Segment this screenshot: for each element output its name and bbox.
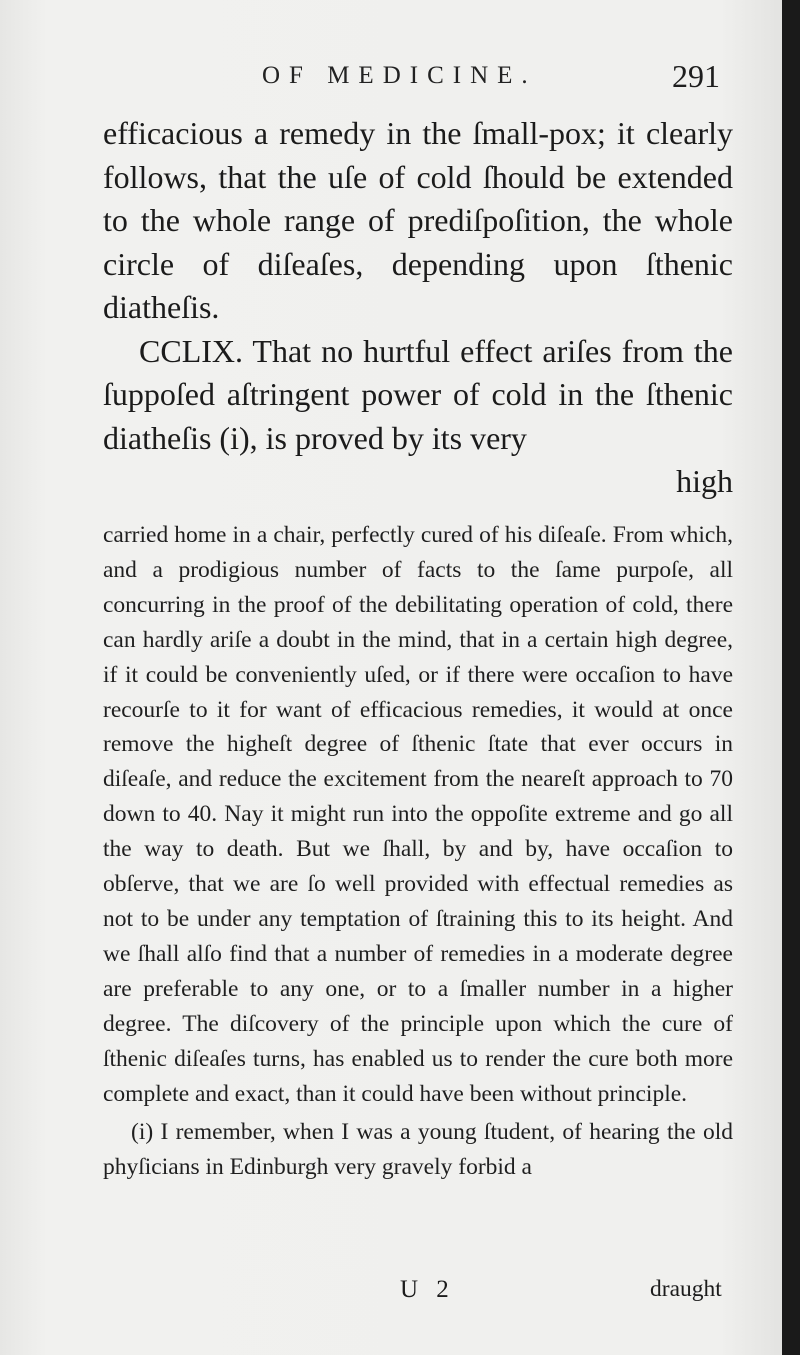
footnote-i: (i) I remember, when I was a young ſtudent, of hearing the old phyſicians in Edinburgh very gravely forbid a (103, 1119, 733, 1181)
page-footer (0, 1276, 782, 1312)
page-number: 291 (672, 58, 720, 94)
paragraph-cclix: CCLIX. That no hurtful effect ariſes from the ſuppoſed aſtringent power of cold in the ſthenic diatheſis (i), is proved by its very (103, 332, 733, 456)
footnote-continued: carried home in a chair, perfectly cured of his diſeaſe. From which, and a prodigious number of facts to the ſame purpoſe, all concurring in the proof of the debilitating operation of cold, there can hardly ariſe a doubt in the mind, that in a certain high degree, if it could be conveniently uſed, or if there were occaſion to have recourſe to it for want of efficacious remedies, it would at once remove the higheſt degree of ſthenic ſtate that ever occurs in diſeaſe, and reduce the excitement from the neareſt approach to 70 down to 40. Nay it might run into the oppoſite extreme and go all the way to death. But we ſhall, by and by, have occaſion to obſerve, that we are ſo well provided with effectual remedies as not to be under any temptation of ſtraining this to its height. And we ſhall alſo find that a number of remedies in a moderate degree are preferable to any one, or to a ſmaller number in a higher degree. The diſcovery of the principle upon which the cure of ſthenic diſeaſes turns, has enabled us to render the cure both more complete and exact, than it could have been without principle. (103, 522, 733, 1107)
running-head: OF MEDICINE. (262, 62, 537, 89)
main-text-block (103, 112, 733, 504)
footnote-block (103, 518, 733, 1185)
scan-edge (782, 0, 800, 1355)
page-header (0, 58, 782, 98)
catchword: draught (650, 1276, 722, 1302)
paragraph-continuation: efficacious a remedy in the ſmall-pox; it clearly follows, that the uſe of cold ſhould be extended to the whole range of prediſpoſition, the whole circle of diſeaſes, depending upon ſthenic diatheſis. (103, 115, 733, 325)
signature-mark: U 2 (400, 1276, 455, 1303)
paragraph-cclix-last-word: high (676, 463, 733, 499)
